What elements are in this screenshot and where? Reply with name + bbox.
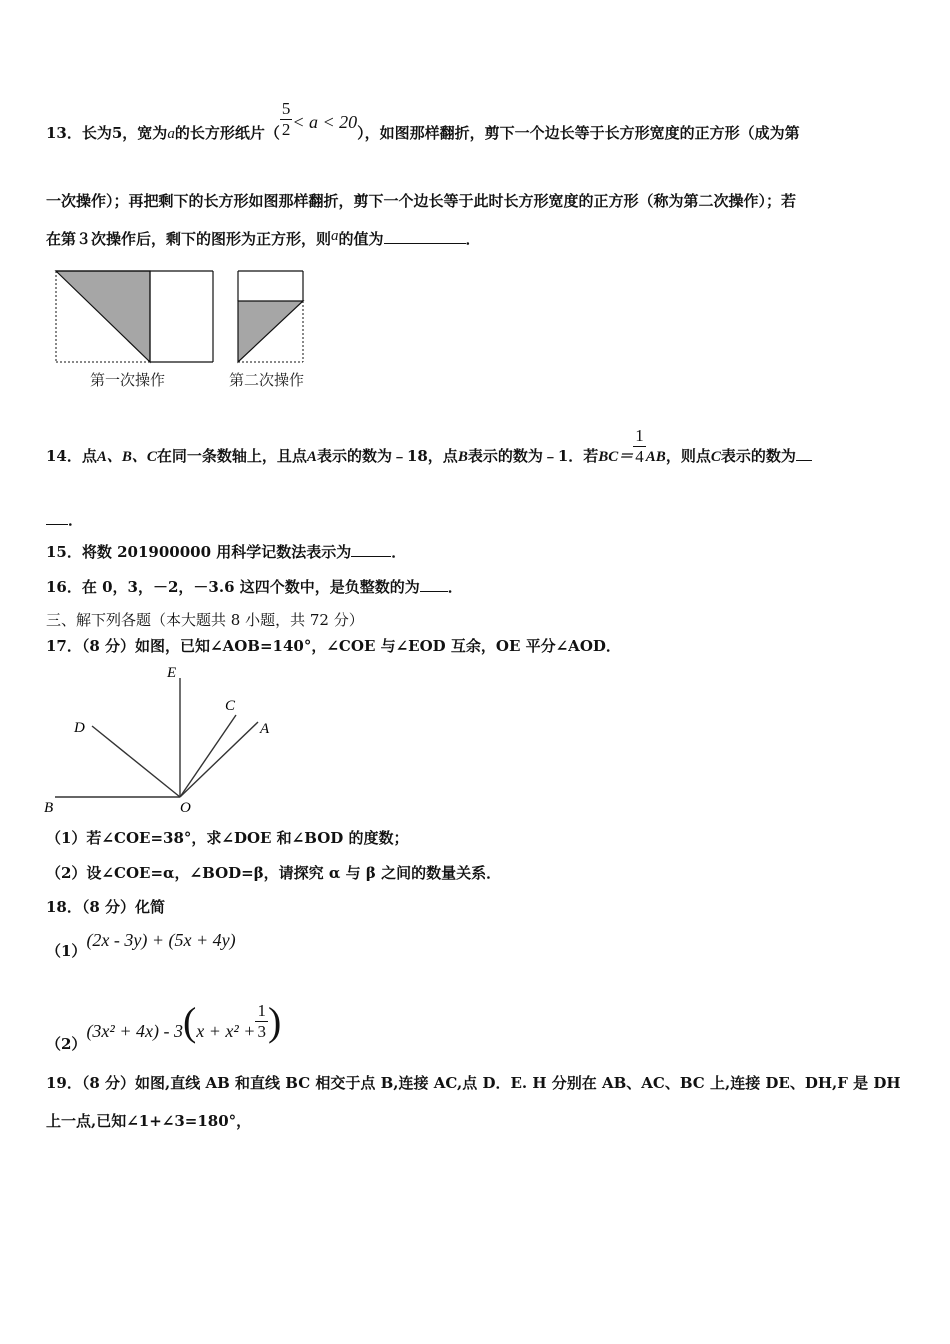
q13-text-b: 的长方形纸片（: [174, 124, 280, 142]
q14-text-a: 点: [81, 447, 97, 465]
q16-end: ．: [447, 578, 463, 596]
q16-answer-blank[interactable]: [420, 577, 448, 592]
label-d: D: [74, 720, 85, 736]
q15-end: ．: [391, 543, 407, 561]
q13-text-c: ），如图那样翻折，剪下一个边长等于长方形宽度的正方形（成为第: [357, 124, 800, 142]
q14-fraction: [633, 426, 646, 467]
caption-second-operation: 第二次操作: [229, 371, 305, 389]
q17-angle-figure: [40, 660, 300, 820]
q13-fraction: [280, 99, 293, 140]
q13-number: 13．: [46, 124, 82, 142]
q14-answer-blank-a[interactable]: [796, 446, 812, 461]
q15-line: [46, 541, 406, 562]
q14-line1: [46, 425, 812, 467]
q14-text-c: 表示的数为﹣18，点: [316, 447, 458, 465]
label-o: O: [180, 800, 191, 816]
ray-oc: [180, 715, 236, 797]
q18-sub2-label: （2）: [46, 1035, 87, 1053]
label-b: B: [44, 800, 54, 816]
q18-sub1-expression: (2x - 3y) + (5x + 4y): [86, 930, 236, 950]
q14-number: 14．: [46, 447, 82, 465]
ray-oa: [180, 722, 258, 797]
q13-var-a: a: [167, 126, 175, 142]
q16-line: [46, 576, 463, 597]
first-operation-figure: [56, 271, 213, 362]
q14-line2-end: ．: [68, 511, 84, 529]
q13-folding-figure: [50, 265, 320, 370]
q18-sub2-left-paren: (: [182, 999, 197, 1044]
label-c: C: [225, 698, 236, 714]
q14-text-f: 表示的数为: [720, 447, 796, 465]
q14-frac-num: 1: [635, 425, 644, 445]
q18-sub1: [46, 930, 236, 960]
q14-ab: AB: [645, 449, 666, 465]
q13-line2: 一次操作）；再把剩下的长方形如图那样翻折，剪下一个边长等于此时长方形宽度的正方形（称为第二次操作）；若: [46, 192, 797, 210]
caption-first-operation: 第一次操作: [90, 371, 166, 389]
second-operation-figure: [238, 271, 303, 362]
q14-bc: BC＝: [598, 449, 634, 465]
section3-heading: 三、解下列各题（本大题共 8 小题，共 72 分）: [46, 611, 364, 629]
q14-text-b: 在同一条数轴上，且点: [156, 447, 307, 465]
q18-line: 18．（8 分）化简: [46, 898, 166, 916]
q14-point-b: B: [457, 449, 468, 465]
ray-od: [92, 726, 180, 797]
q14-text-d: 表示的数为﹣1．若: [467, 447, 599, 465]
q19-line1: 19．（8 分）如图,直线 AB 和直线 BC 相交于点 B,连接 AC,点 D．E. H 分别在 AB、AC、BC 上,连接 DE、DH,F 是 DH: [46, 1074, 901, 1092]
first-fold-triangle: [56, 271, 150, 362]
q18-sub2-expression-b: x + x² +: [196, 1021, 256, 1041]
q15-answer-blank[interactable]: [351, 542, 391, 557]
q15-text: 15．将数 201900000 用科学记数法表示为: [46, 543, 352, 561]
q13-text-a: 长为5，宽为: [81, 124, 168, 142]
second-fold-triangle: [238, 301, 303, 362]
q13-frac-num: 5: [281, 98, 291, 118]
q17-sub2: （2）设∠COE=α，∠BOD=β，请探究 α 与 β 之间的数量关系．: [46, 864, 502, 882]
q19-line2: 上一点,已知∠1+∠3=180°，: [46, 1112, 252, 1130]
q13-line3: [46, 228, 481, 249]
q13-line3-var: a: [331, 228, 339, 244]
q13-answer-blank[interactable]: [384, 229, 466, 244]
q14-answer-blank-b[interactable]: [46, 510, 68, 525]
q13-line3-text: 在第３次操作后，剩下的图形为正方形，则: [46, 230, 332, 248]
q14-line2: [46, 509, 83, 530]
q14-text-e: ，则点: [665, 447, 711, 465]
q16-text: 16．在 0，3，－2，－3.6 这四个数中，是负整数的为: [46, 578, 420, 596]
q18-sub2-frac-num: 1: [257, 1000, 266, 1020]
q18-sub2: [46, 990, 282, 1053]
q13-inequality: < a < 20: [292, 112, 358, 132]
q18-sub2-right-paren: ): [267, 999, 282, 1044]
q18-sub2-fraction: [255, 1001, 268, 1042]
q13-line3-end: ．: [465, 230, 481, 248]
label-e: E: [167, 665, 177, 681]
q17-line: 17．（8 分）如图，已知∠AOB=140°，∠COE 与∠EOD 互余，OE 平分∠AOD．: [46, 637, 621, 655]
label-a: A: [260, 721, 270, 737]
q17-sub1: （1）若∠COE=38°，求∠DOE 和∠BOD 的度数；: [46, 829, 409, 847]
q14-points: A、B、C: [96, 449, 157, 465]
q18-sub2-frac-den: 3: [257, 1021, 266, 1041]
q13-line3-text-b: 的值为: [338, 230, 384, 248]
q18-sub2-expression-a: (3x² + 4x) - 3: [86, 1021, 183, 1041]
q13-frac-den: 2: [281, 119, 291, 139]
q14-frac-den: 4: [635, 446, 644, 466]
q14-point-c: C: [710, 449, 721, 465]
q13-line1: [46, 98, 800, 143]
q14-point-a: A: [306, 449, 317, 465]
q18-sub1-label: （1）: [46, 942, 87, 960]
